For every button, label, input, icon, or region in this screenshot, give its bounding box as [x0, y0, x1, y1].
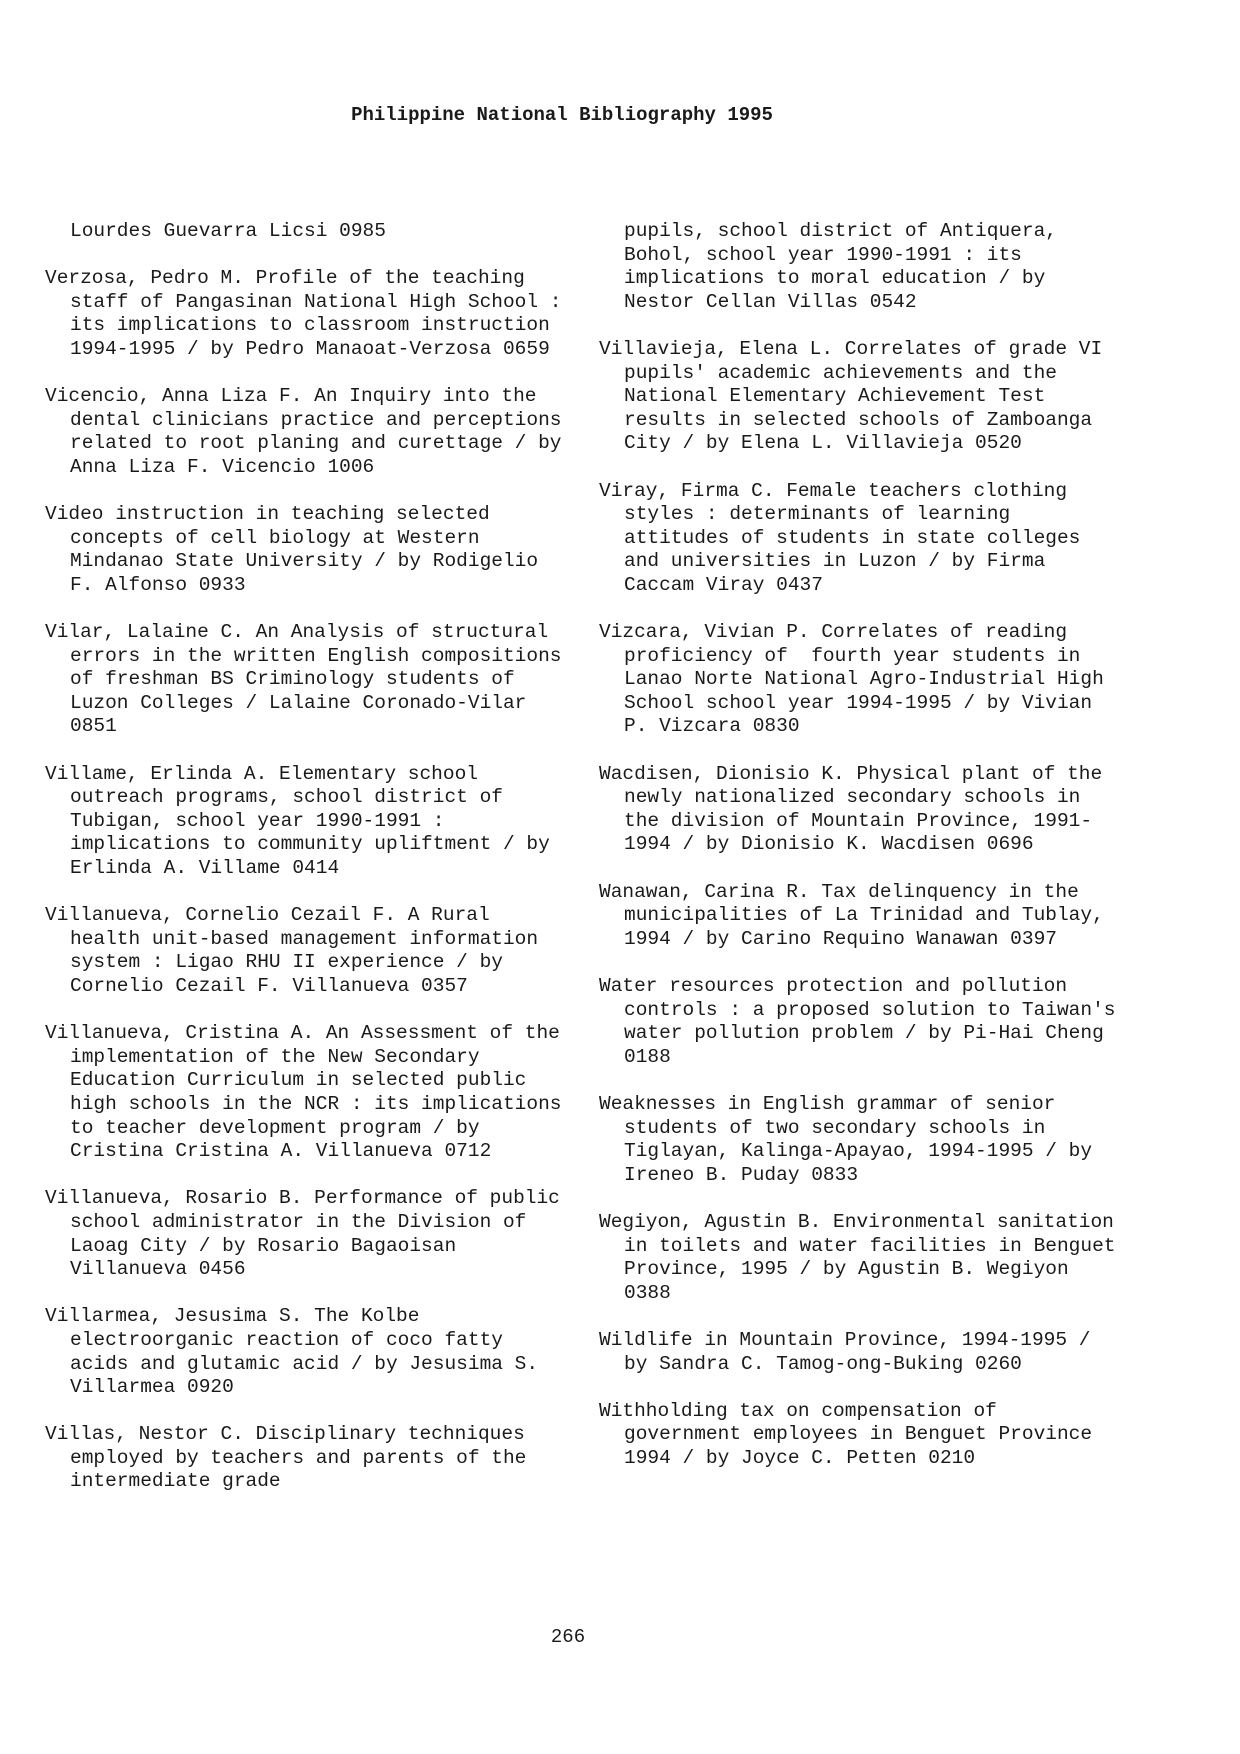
- bibliography-entry: Video instruction in teaching selected concepts of cell biology at Western Mindanao State University / by Rodigelio F. Alfonso 0933: [45, 503, 550, 596]
- bibliography-entry: pupils, school district of Antiquera, Bohol, school year 1990-1991 : its implications to moral education / by Nestor Cellan Villas 0542: [624, 220, 1069, 313]
- bibliography-entry: Wegiyon, Agustin B. Environmental sanitation in toilets and water facilities in Benguet Province, 1995 / by Agustin B. Wegiyon 0388: [599, 1210, 1128, 1304]
- bibliography-entry: Viray, Firma C. Female teachers clothing styles : determinants of learning attitudes of students in state colleges and universities in Luzon / by Firma Caccam Viray 0437: [599, 479, 1093, 596]
- bibliography-entry: Vizcara, Vivian P. Correlates of reading proficiency of fourth year students in Lanao Norte National Agro-Industrial High School school year 1994-1995 / by Vivian P. Vizcara 0830: [599, 621, 1116, 738]
- bibliography-entry: Vilar, Lalaine C. An Analysis of structural errors in the written English compositions of freshman BS Criminology students of Luzon Colleges / Lalaine Coronado-Vilar 0851: [45, 621, 574, 738]
- bibliography-entry: Vicencio, Anna Liza F. An Inquiry into the dental clinicians practice and perceptions related to root planing and curettage / by Anna Liza F. Vicencio 1006: [45, 385, 574, 478]
- bibliography-entry: Villanueva, Cristina A. An Assessment of the implementation of the New Secondary Education Curriculum in selected public high schools in the NCR : its implications to teacher development program / by Cristina Cristina A. Villanueva 0712: [45, 1022, 574, 1163]
- page-number: 266: [550, 1626, 586, 1648]
- bibliography-entry: Withholding tax on compensation of government employees in Benguet Province 1994 / by Joyce C. Petten 0210: [599, 1399, 1104, 1469]
- bibliography-entry: Villanueva, Cornelio Cezail F. A Rural health unit-based management information system : Ligao RHU II experience / by Cornelio Cezail F. Villanueva 0357: [45, 904, 550, 997]
- left-column: [45, 220, 574, 1518]
- bibliography-entry: Wacdisen, Dionisio K. Physical plant of the newly nationalized secondary schools in the division of Mountain Province, 1991-1994 / by Dionisio K. Wacdisen 0696: [599, 762, 1114, 856]
- page-title: Philippine National Bibliography 1995: [351, 104, 773, 126]
- bibliography-entry: Villavieja, Elena L. Correlates of grade VI pupils' academic achievements and the National Elementary Achievement Test results in selected schools of Zamboanga City / by Elena L. Villavieja 0520: [599, 337, 1114, 455]
- bibliography-entry: Villame, Erlinda A. Elementary school outreach programs, school district of Tubigan, school year 1990-1991 : implications to community upliftment / by Erlinda A. Villame 0414: [45, 762, 562, 880]
- bibliography-entry: Weaknesses in English grammar of senior students of two secondary schools in Tiglayan, Kalinga-Apayao, 1994-1995 / by Ireneo B. Puday 0833: [599, 1092, 1104, 1186]
- bibliography-entry: Villarmea, Jesusima S. The Kolbe electroorganic reaction of coco fatty acids and glutamic acid / by Jesusima S. Villarmea 0920: [45, 1305, 550, 1399]
- bibliography-entry: Wanawan, Carina R. Tax delinquency in the municipalities of La Trinidad and Tublay, 1994 / by Carino Requino Wanawan 0397: [599, 880, 1116, 950]
- bibliography-entry: Villas, Nestor C. Disciplinary techniques employed by teachers and parents of the intermediate grade: [45, 1423, 539, 1493]
- bibliography-entry: Wildlife in Mountain Province, 1994-1995 / by Sandra C. Tamog-ong-Buking 0260: [599, 1328, 1103, 1375]
- bibliography-entry: Water resources protection and pollution controls : a proposed solution to Taiwan's water pollution problem / by Pi-Hai Cheng 0188: [599, 975, 1128, 1068]
- right-column: [599, 220, 1128, 1494]
- bibliography-entry: Lourdes Guevarra Licsi 0985: [70, 220, 386, 242]
- bibliography-entry: Verzosa, Pedro M. Profile of the teaching staff of Pangasinan National High School : its implications to classroom instruction 1994-1995 / by Pedro Manaoat-Verzosa 0659: [45, 267, 574, 360]
- bibliography-entry: Villanueva, Rosario B. Performance of public school administrator in the Division of Laoag City / by Rosario Bagaoisan Villanueva 0456: [45, 1187, 572, 1281]
